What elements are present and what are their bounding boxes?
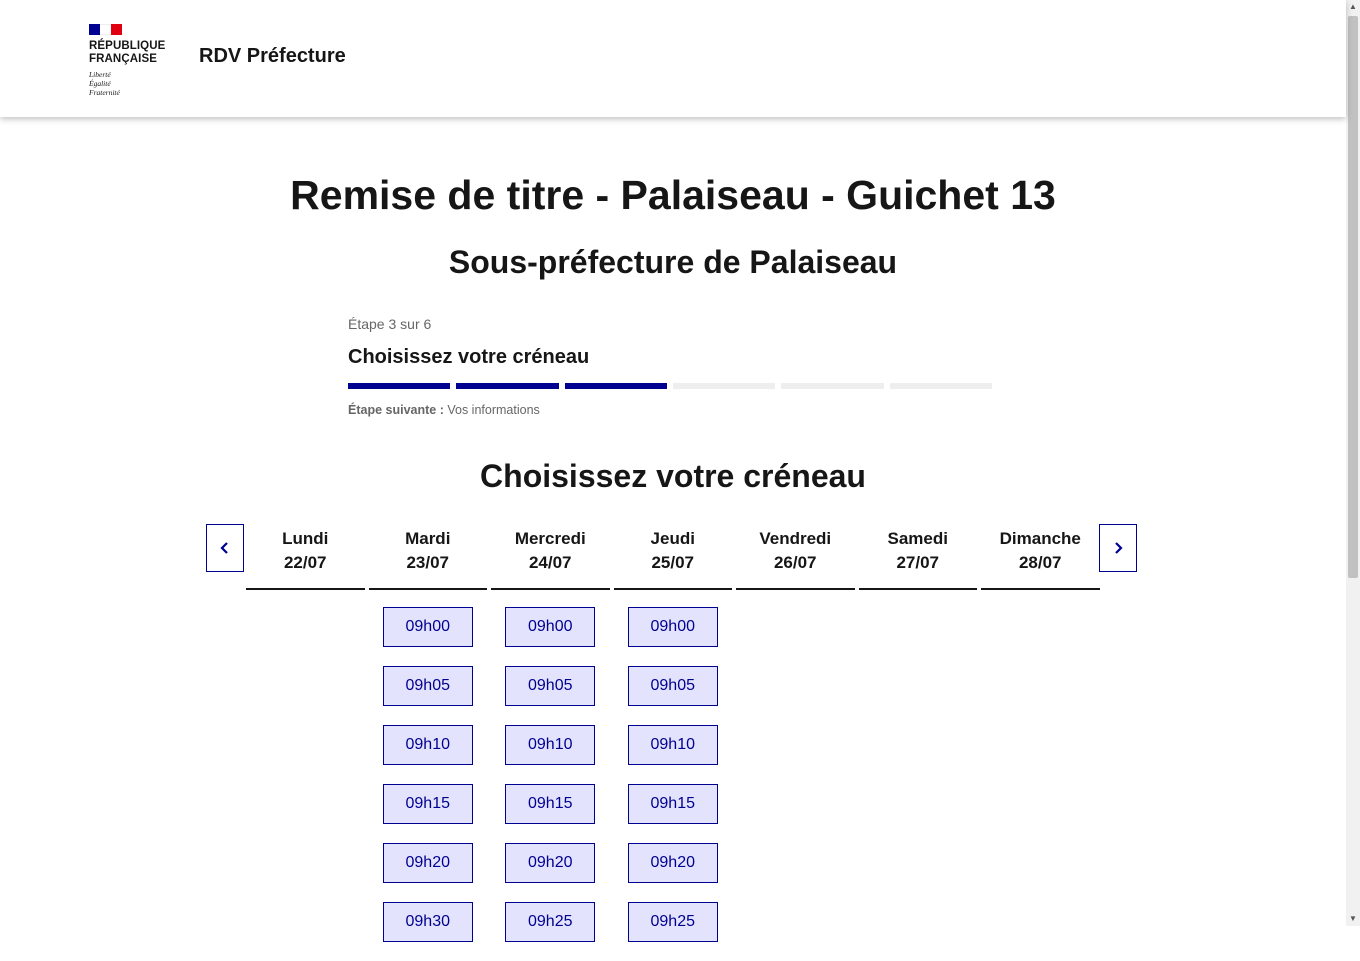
day-date: 23/07 [406, 553, 450, 572]
day-name: Dimanche [999, 529, 1081, 548]
scrollbar-thumb[interactable] [1348, 16, 1358, 578]
motto-egalite: Égalité [89, 79, 111, 88]
day-column [369, 524, 488, 961]
day-header [491, 524, 610, 590]
time-slot-button[interactable]: 09h20 [628, 843, 718, 883]
day-date: 28/07 [1018, 553, 1062, 572]
time-slot-button[interactable]: 09h20 [383, 843, 473, 883]
day-name: Vendredi [759, 529, 832, 548]
day-header [981, 524, 1100, 590]
day-date: 22/07 [283, 553, 327, 572]
stepper-current-title: Choisissez votre créneau [348, 346, 590, 368]
motto-liberte: Liberté [89, 70, 111, 79]
day-column [614, 524, 733, 961]
time-slot-button[interactable]: 09h20 [505, 843, 595, 883]
day-slots [614, 590, 733, 961]
republique-francaise-logo[interactable] [89, 24, 169, 97]
day-name: Samedi [887, 529, 948, 548]
site-title-link[interactable]: RDV Préfecture [199, 45, 346, 67]
time-slot-button[interactable]: 09h15 [505, 784, 595, 824]
stepper-progress [348, 383, 998, 389]
page-title: Remise de titre - Palaiseau - Guichet 13 [290, 172, 1056, 218]
stepper-bar-6 [890, 383, 992, 389]
chevron-left-icon [219, 541, 231, 555]
scroll-down-arrow-icon[interactable]: ▼ [1349, 914, 1357, 923]
stepper [348, 316, 998, 417]
page-subtitle: Sous-préfecture de Palaiseau [448, 244, 898, 280]
day-column [246, 524, 365, 961]
time-slot-button[interactable]: 09h05 [505, 666, 595, 706]
day-header [859, 524, 978, 590]
day-date: 24/07 [528, 553, 572, 572]
day-column [491, 524, 610, 961]
day-header [736, 524, 855, 590]
time-slot-button[interactable]: 09h10 [628, 725, 718, 765]
time-slot-button[interactable]: 09h05 [628, 666, 718, 706]
stepper-bar-1 [348, 383, 450, 389]
time-slot-button[interactable]: 09h25 [505, 902, 595, 942]
day-date: 26/07 [773, 553, 817, 572]
scroll-up-arrow-icon[interactable]: ▲ [1349, 2, 1357, 11]
day-header [369, 524, 488, 590]
time-slot-button[interactable]: 09h05 [383, 666, 473, 706]
day-name: Mercredi [514, 529, 586, 548]
day-column [859, 524, 978, 961]
previous-week-button[interactable] [206, 524, 244, 572]
calendar-days [246, 524, 1099, 961]
time-slot-button[interactable]: 09h25 [628, 902, 718, 942]
time-slot-button[interactable]: 09h10 [505, 725, 595, 765]
time-slot-button[interactable]: 09h30 [383, 902, 473, 942]
logo-line-1: RÉPUBLIQUE [89, 40, 166, 52]
time-slot-button[interactable]: 09h15 [628, 784, 718, 824]
day-column [736, 524, 855, 961]
day-name: Mardi [405, 529, 451, 548]
day-name: Lundi [282, 529, 329, 548]
next-step-value: Vos informations [447, 403, 540, 417]
day-slots [736, 590, 855, 607]
day-column [981, 524, 1100, 961]
day-slots [491, 590, 610, 961]
logo-motto [89, 70, 169, 97]
day-slots [859, 590, 978, 607]
day-slots [981, 590, 1100, 607]
time-slot-button[interactable]: 09h15 [383, 784, 473, 824]
time-slot-button[interactable]: 09h00 [505, 607, 595, 647]
time-slot-button[interactable]: 09h10 [383, 725, 473, 765]
day-slots [369, 590, 488, 961]
time-slot-button[interactable]: 09h00 [383, 607, 473, 647]
day-name: Jeudi [650, 529, 695, 548]
day-header [614, 524, 733, 590]
next-step-label: Étape suivante : [348, 403, 444, 417]
french-flag-icon [89, 24, 122, 35]
stepper-bar-4 [673, 383, 775, 389]
stepper-bar-2 [456, 383, 558, 389]
day-slots [246, 590, 365, 607]
day-date: 25/07 [651, 553, 695, 572]
day-date: 27/07 [896, 553, 940, 572]
stepper-next-step [348, 403, 998, 417]
next-week-button[interactable] [1099, 524, 1137, 572]
stepper-bar-3 [565, 383, 667, 389]
time-slot-button[interactable]: 09h00 [628, 607, 718, 647]
motto-fraternite: Fraternité [89, 88, 120, 97]
page-scrollbar[interactable] [1346, 0, 1360, 926]
stepper-bar-5 [781, 383, 883, 389]
chevron-right-icon [1112, 541, 1124, 555]
day-header [246, 524, 365, 590]
site-header [0, 0, 1346, 117]
stepper-state: Étape 3 sur 6 [348, 316, 432, 332]
calendar-title: Choisissez votre créneau [480, 458, 866, 494]
logo-line-2: FRANÇAISE [89, 53, 157, 65]
